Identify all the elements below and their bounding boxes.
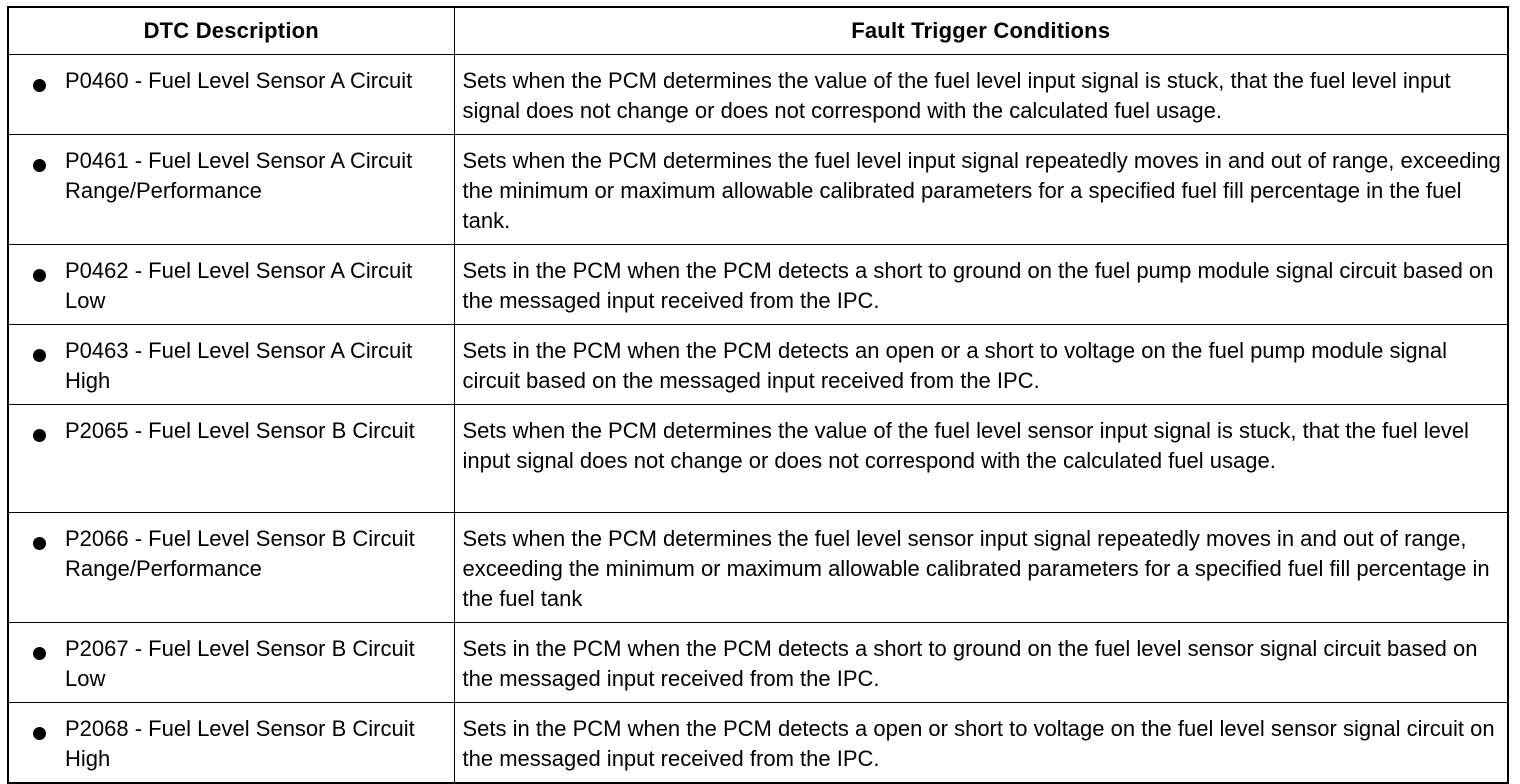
dtc-cell bbox=[8, 135, 454, 245]
table-row bbox=[8, 405, 1508, 513]
fault-condition: Sets when the PCM determines the value of the fuel level input signal is stuck, that the fuel level input signal does not change or does not correspond with the calculated fuel usage. bbox=[454, 55, 1508, 135]
fault-condition: Sets when the PCM determines the fuel level sensor input signal repeatedly moves in and out of range, exceeding the minimum or maximum allowable calibrated parameters for a specified fuel fill percentage in the fuel tank bbox=[454, 513, 1508, 623]
table-row bbox=[8, 55, 1508, 135]
bullet-icon bbox=[33, 647, 46, 660]
dtc-description: P0462 - Fuel Level Sensor A Circuit Low bbox=[65, 258, 413, 313]
dtc-cell bbox=[8, 55, 454, 135]
table-row bbox=[8, 703, 1508, 784]
dtc-description: P2068 - Fuel Level Sensor B Circuit High bbox=[65, 716, 415, 771]
dtc-cell bbox=[8, 513, 454, 623]
dtc-cell bbox=[8, 703, 454, 784]
fault-condition: Sets when the PCM determines the value of the fuel level sensor input signal is stuck, that the fuel level input signal does not change or does not correspond with the calculated fuel usage. bbox=[454, 405, 1508, 513]
dtc-table bbox=[7, 6, 1509, 784]
fault-condition: Sets in the PCM when the PCM detects a short to ground on the fuel level sensor signal circuit based on the messaged input received from the IPC. bbox=[454, 623, 1508, 703]
dtc-cell bbox=[8, 245, 454, 325]
header-row bbox=[8, 7, 1508, 55]
bullet-icon bbox=[33, 159, 46, 172]
fault-condition: Sets in the PCM when the PCM detects an open or a short to voltage on the fuel pump module signal circuit based on the messaged input received from the IPC. bbox=[454, 325, 1508, 405]
bullet-icon bbox=[33, 79, 46, 92]
header-dtc-description: DTC Description bbox=[8, 7, 454, 55]
bullet-icon bbox=[33, 269, 46, 282]
dtc-description: P0461 - Fuel Level Sensor A Circuit Range/Performance bbox=[65, 148, 413, 203]
dtc-description: P2067 - Fuel Level Sensor B Circuit Low bbox=[65, 636, 415, 691]
fault-condition: Sets when the PCM determines the fuel level input signal repeatedly moves in and out of range, exceeding the minimum or maximum allowable calibrated parameters for a specified fuel fill percentage in the fuel tank. bbox=[454, 135, 1508, 245]
dtc-cell bbox=[8, 405, 454, 513]
dtc-description: P0463 - Fuel Level Sensor A Circuit High bbox=[65, 338, 413, 393]
table-row bbox=[8, 135, 1508, 245]
bullet-icon bbox=[33, 429, 46, 442]
table-row bbox=[8, 325, 1508, 405]
bullet-icon bbox=[33, 537, 46, 550]
bullet-icon bbox=[33, 349, 46, 362]
bullet-icon bbox=[33, 727, 46, 740]
table-row bbox=[8, 513, 1508, 623]
fault-condition: Sets in the PCM when the PCM detects a short to ground on the fuel pump module signal circuit based on the messaged input received from the IPC. bbox=[454, 245, 1508, 325]
table-row bbox=[8, 245, 1508, 325]
dtc-cell bbox=[8, 623, 454, 703]
dtc-description: P2066 - Fuel Level Sensor B Circuit Range/Performance bbox=[65, 526, 415, 581]
dtc-description: P0460 - Fuel Level Sensor A Circuit bbox=[65, 68, 413, 93]
table-body bbox=[8, 55, 1508, 784]
table-row bbox=[8, 623, 1508, 703]
fault-condition: Sets in the PCM when the PCM detects a open or short to voltage on the fuel level sensor signal circuit on the messaged input received from the IPC. bbox=[454, 703, 1508, 784]
dtc-description: P2065 - Fuel Level Sensor B Circuit bbox=[65, 418, 415, 443]
table-header bbox=[8, 7, 1508, 55]
dtc-cell bbox=[8, 325, 454, 405]
header-fault-trigger-conditions: Fault Trigger Conditions bbox=[454, 7, 1508, 55]
